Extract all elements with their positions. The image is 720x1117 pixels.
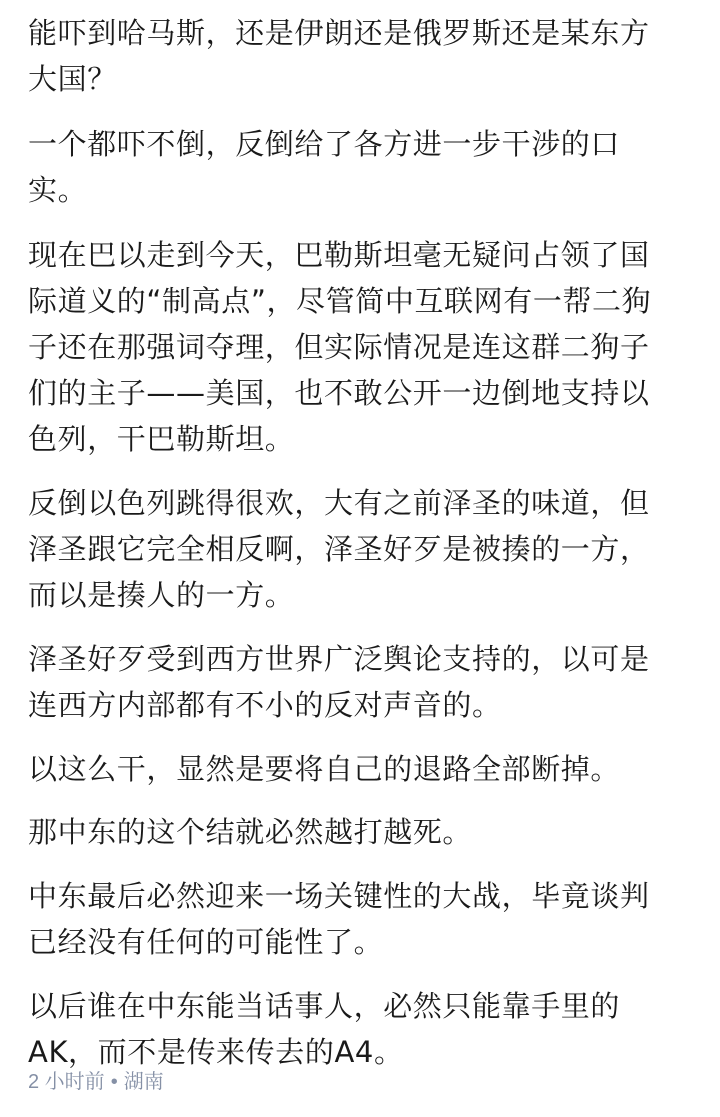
answer-paragraph: 中东最后必然迎来一场关键性的大战，毕竟谈判 已经没有任何的可能性了。 xyxy=(28,879,650,959)
answer-paragraph: 以后谁在中东能当话事人，必然只能靠手里的 AK，而不是传来传去的A4。 xyxy=(28,989,621,1069)
post-location: 湖南 xyxy=(123,1071,164,1093)
answer-paragraph: 一个都吓不倒，反倒给了各方进一步干涉的口 实。 xyxy=(28,127,621,207)
answer-paragraph: 反倒以色列跳得很欢，大有之前泽圣的味道，但 泽圣跟它完全相反啊，泽圣好歹是被揍的一方， 而以是揍人的一方。 xyxy=(28,486,650,612)
answer-paragraph: 现在巴以走到今天，巴勒斯坦毫无疑问占领了国 际道义的“制高点”，尽管简中互联网有一帮二狗 子还在那强词夺理，但实际情况是连这群二狗子 们的主子——美国，也不敢公开一边倒地支持以 色列，干巴勒斯坦。 xyxy=(28,238,652,456)
meta-separator: • xyxy=(110,1071,118,1093)
answer-paragraph: 能吓到哈马斯，还是伊朗还是俄罗斯还是某东方 大国？ xyxy=(28,16,650,96)
post-time: 2 小时前 xyxy=(28,1071,105,1093)
post-meta xyxy=(28,1068,164,1096)
answer-content xyxy=(28,0,700,1075)
answer-paragraph: 泽圣好歹受到西方世界广泛舆论支持的，以可是 连西方内部都有不小的反对声音的。 xyxy=(28,642,650,722)
answer-paragraph: 那中东的这个结就必然越打越死。 xyxy=(28,815,473,849)
answer-paragraph: 以这么干，显然是要将自己的退路全部断掉。 xyxy=(28,752,621,786)
